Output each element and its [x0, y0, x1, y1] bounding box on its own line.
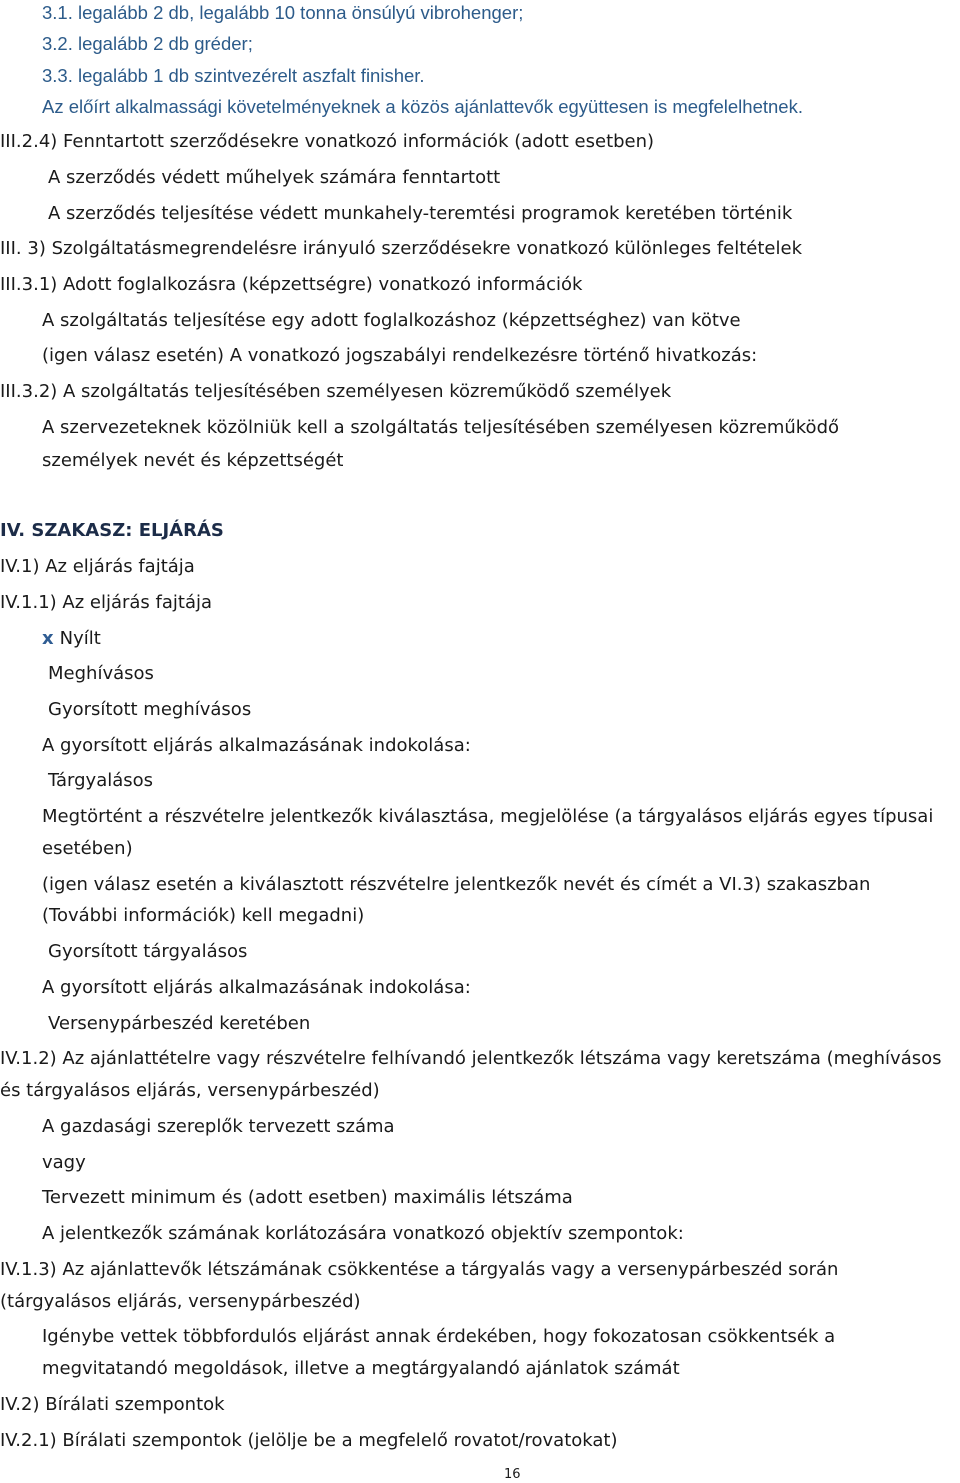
section-heading-iv-1-1: IV.1.1) Az eljárás fajtája [0, 592, 213, 613]
list-item-3-1: 3.1. legalább 2 db, legalább 10 tonna önsúlyú vibrohenger; [42, 2, 524, 23]
option-negotiated: Tárgyalásos [48, 770, 154, 791]
negotiated-selection-line-2: esetében) [42, 838, 133, 859]
option-accelerated-restricted: Gyorsított meghívásos [48, 699, 252, 720]
section-heading-iv-1-3-line-2: (tárgyalásos eljárás, versenypárbeszéd) [0, 1291, 361, 1312]
section-heading-iv-1: IV.1) Az eljárás fajtája [0, 556, 195, 577]
negotiated-info-line-1: (igen válasz esetén a kiválasztott részvételre jelentkezők nevét és címét a VI.3) szakaszban [42, 874, 871, 895]
option-open [42, 627, 101, 651]
staff-line-2: személyek nevét és képzettségét [42, 450, 344, 471]
option-open-label: Nyílt [59, 628, 101, 649]
list-note: Az előírt alkalmassági követelményeknek a közös ajánlattevők együttesen is megfelelhetnek. [42, 96, 803, 117]
accelerated-justification-1: A gyorsított eljárás alkalmazásának indokolása: [42, 735, 471, 756]
section-heading-iii-3-2: III.3.2) A szolgáltatás teljesítésében személyesen közreműködő személyek [0, 381, 672, 402]
section-heading-iv-1-2-line-1: IV.1.2) Az ajánlattételre vagy részvételre felhívandó jelentkezők létszáma vagy keretszáma (meghívásos [0, 1048, 942, 1069]
section-heading-iii-2-4: III.2.4) Fenntartott szerződésekre vonatkozó információk (adott esetben) [0, 131, 655, 152]
reserved-workshops-item: A szerződés védett műhelyek számára fenntartott [48, 167, 501, 188]
planned-operators-line: A gazdasági szereplők tervezett száma [42, 1116, 395, 1137]
section-heading-iii-3: III. 3) Szolgáltatásmegrendelésre irányuló szerződésekre vonatkozó különleges feltételek [0, 238, 803, 259]
option-accelerated-negotiated: Gyorsított tárgyalásos [48, 941, 248, 962]
sheltered-employment-item: A szerződés teljesítése védett munkahely-teremtési programok keretében történik [48, 203, 793, 224]
or-line: vagy [42, 1152, 86, 1173]
profession-line: A szolgáltatás teljesítése egy adott foglalkozáshoz (képzettséghez) van kötve [42, 310, 741, 331]
section-heading-iv-1-3-line-1: IV.1.3) Az ajánlattevők létszámának csökkentése a tárgyalás vagy a versenypárbeszéd során [0, 1259, 839, 1280]
negotiated-selection-line-1: Megtörtént a részvételre jelentkezők kiválasztása, megjelölése (a tárgyalásos eljárás egyes típusai [42, 806, 934, 827]
multistage-line-1: Igénybe vettek többfordulós eljárást annak érdekében, hogy fokozatosan csökkentsék a [42, 1326, 836, 1347]
section-heading-iv-2-1: IV.2.1) Bírálati szempontok (jelölje be a megfelelő rovatot/rovatokat) [0, 1430, 618, 1451]
list-item-3-3: 3.3. legalább 1 db szintvezérelt aszfalt finisher. [42, 65, 425, 86]
accelerated-justification-2: A gyorsított eljárás alkalmazásának indokolása: [42, 977, 471, 998]
legal-reference-line: (igen válasz esetén) A vonatkozó jogszabályi rendelkezésre történő hivatkozás: [42, 345, 758, 366]
option-restricted: Meghívásos [48, 663, 154, 684]
objective-criteria-line: A jelentkezők számának korlátozására vonatkozó objektív szempontok: [42, 1223, 684, 1244]
negotiated-info-line-2: (További információk) kell megadni) [42, 905, 365, 926]
section-heading-iv-2: IV.2) Bírálati szempontok [0, 1394, 225, 1415]
staff-line-1: A szervezeteknek közölniük kell a szolgáltatás teljesítésében személyesen közreműködő [42, 417, 840, 438]
section-heading-iii-3-1: III.3.1) Adott foglalkozásra (képzettségre) vonatkozó információk [0, 274, 583, 295]
option-competitive-dialogue: Versenypárbeszéd keretében [48, 1013, 311, 1034]
section-heading-iv-1-2-line-2: és tárgyalásos eljárás, versenypárbeszéd) [0, 1080, 380, 1101]
list-item-3-2: 3.2. legalább 2 db gréder; [42, 33, 253, 54]
multistage-line-2: megvitatandó megoldások, illetve a megtárgyalandó ajánlatok számát [42, 1358, 680, 1379]
page-number: 16 [504, 1467, 521, 1482]
min-max-line: Tervezett minimum és (adott esetben) maximális létszáma [42, 1187, 573, 1208]
section-title-iv: IV. SZAKASZ: ELJÁRÁS [0, 520, 224, 541]
selected-mark: x [42, 628, 54, 649]
